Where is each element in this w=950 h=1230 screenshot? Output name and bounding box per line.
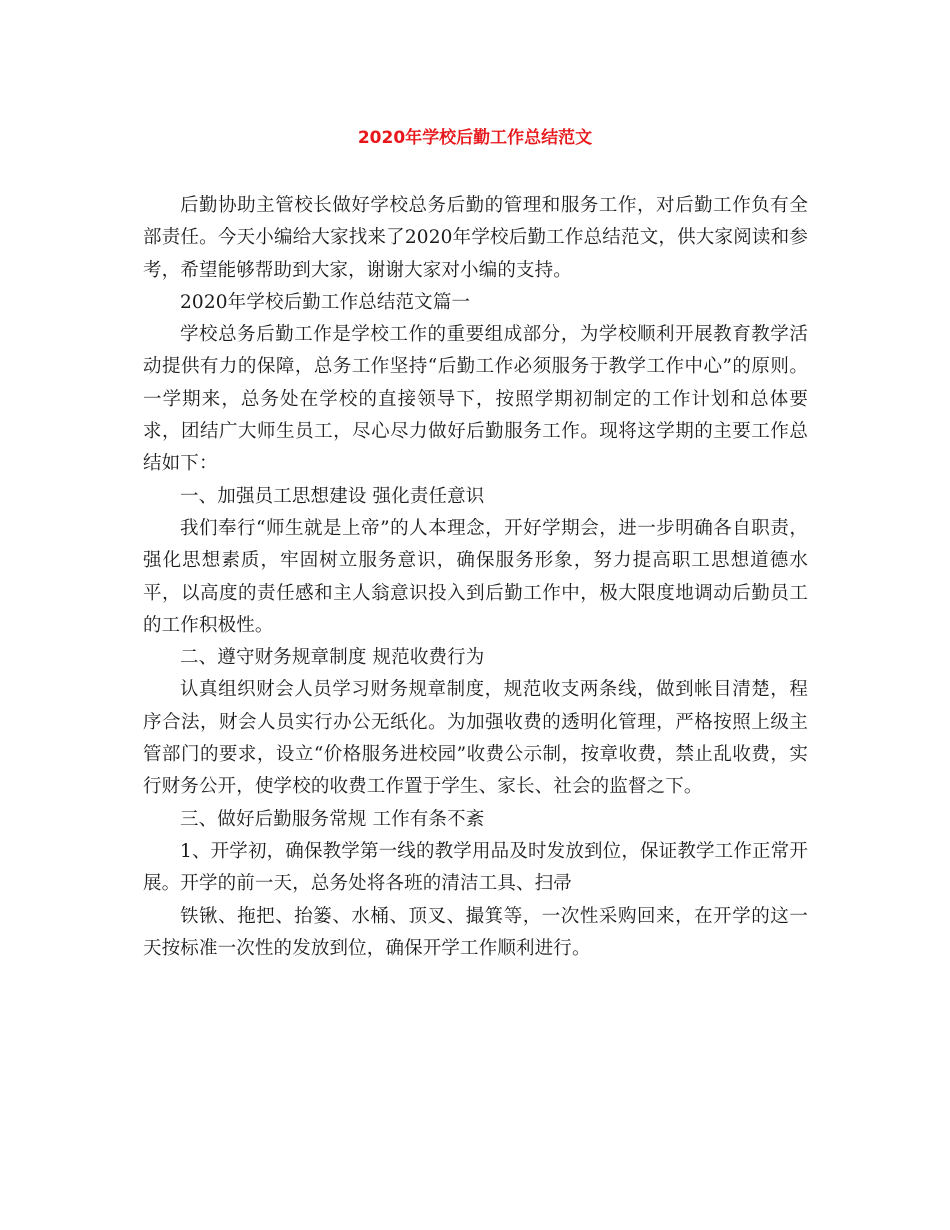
section-two-paragraph: 认真组织财会人员学习财务规章制度，规范收支两条线，做到帐目清楚，程序合法，财会人员实行办公无纸化。为加强收费的透明化管理，严格按照上级主管部门的要求，设立“价格服务进校园”收费公示制，按章收费，禁止乱收费，实行财务公开，使学校的收费工作置于学生、家长、社会的监督之下。 bbox=[143, 679, 808, 798]
section-one-paragraph: 我们奉行“师生就是上帝”的人本理念，开好学期会，进一步明确各自职责，强化思想素质，牢固树立服务意识，确保服务形象，努力提高职工思想道德水平，以高度的责任感和主人翁意识投入到后勤工作中，极大限度地调动后勤员工的工作积极性。 bbox=[143, 517, 808, 636]
overview-paragraph: 学校总务后勤工作是学校工作的重要组成部分，为学校顺利开展教育教学活动提供有力的保障，总务工作坚持“后勤工作必须服务于教学工作中心”的原则。一学期来，总务处在学校的直接领导下，按照学期初制定的工作计划和总体要求，团结广大师生员工，尽心尽力做好后勤服务工作。现将这学期的主要工作总结如下： bbox=[143, 324, 808, 475]
section-three-item-one: 1、开学初，确保教学第一线的教学用品及时发放到位，保证教学工作正常开展。开学的前一天，总务处将各班的清洁工具、扫帚 bbox=[143, 840, 808, 895]
document-title: 2020年学校后勤工作总结范文 bbox=[357, 128, 593, 148]
section-heading-two: 二、遵守财务规章制度 规范收费行为 bbox=[180, 647, 485, 669]
document-body bbox=[143, 190, 808, 965]
section-heading-one: 一、加强员工思想建设 强化责任意识 bbox=[180, 485, 485, 507]
section-heading-three: 三、做好后勤服务常规 工作有条不紊 bbox=[180, 808, 485, 830]
section-three-item-one-continued: 铁锹、拖把、抬篓、水桶、顶叉、撮箕等，一次性采购回来，在开学的这一天按标准一次性的发放到位，确保开学工作顺利进行。 bbox=[143, 905, 808, 959]
section-heading-article-one: 2020年学校后勤工作总结范文篇一 bbox=[180, 291, 471, 313]
intro-paragraph: 后勤协助主管校长做好学校总务后勤的管理和服务工作，对后勤工作负有全部责任。今天小编给大家找来了2020年学校后勤工作总结范文，供大家阅读和参考，希望能够帮助到大家，谢谢大家对小编的支持。 bbox=[143, 195, 808, 281]
